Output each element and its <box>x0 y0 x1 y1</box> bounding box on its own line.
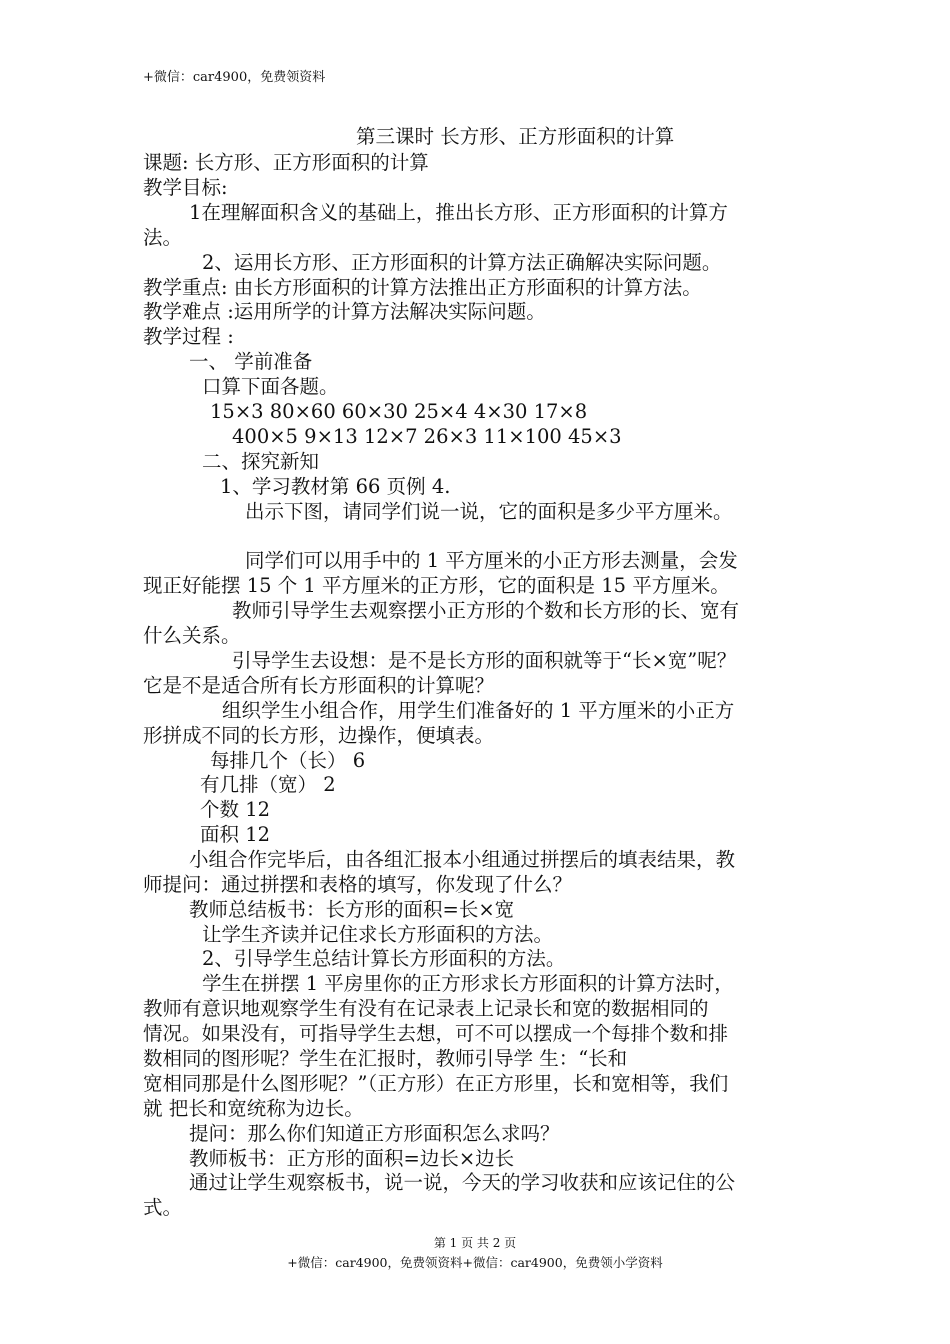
doc-line: 让学生齐读并记住求长方形面积的方法。 <box>202 923 554 946</box>
doc-line: 教学过程 : <box>143 325 234 348</box>
table-row: 面积 12 <box>200 823 271 846</box>
doc-line: 教师总结板书：长方形的面积=长×宽 <box>189 898 515 921</box>
lesson-title: 第三课时 长方形、正方形面积的计算 <box>356 125 675 148</box>
doc-line: 通过让学生观察板书，说一说，今天的学习收获和应该记住的公 <box>189 1171 736 1194</box>
doc-line: 1在理解面积含义的基础上，推出长方形、正方形面积的计算方 <box>189 201 728 224</box>
page-header: +微信：car4900，免费领资料 <box>143 70 326 85</box>
doc-line: 1、学习教材第 66 页例 4. <box>220 475 451 498</box>
doc-line: 教学目标: <box>143 176 228 199</box>
doc-line: 口算下面各题。 <box>202 375 339 398</box>
doc-line: 式。 <box>143 1196 183 1219</box>
doc-line: 什么关系。 <box>143 624 241 647</box>
doc-line: 2、运用长方形、正方形面积的计算方法正确解决实际问题。 <box>202 251 722 274</box>
doc-line: 小组合作完毕后，由各组汇报本小组通过拼摆后的填表结果，教 <box>189 848 736 871</box>
doc-line: 教师板书：正方形的面积=边长×边长 <box>189 1147 515 1170</box>
table-row: 有几排（宽） 2 <box>200 773 336 796</box>
doc-line: 教学难点 :运用所学的计算方法解决实际问题。 <box>143 300 546 323</box>
doc-line: 学生在拼摆 1 平房里你的正方形求长方形面积的计算方法时， <box>202 972 734 995</box>
table-row: 每排几个（长） 6 <box>210 749 366 772</box>
doc-line: 数相同的图形呢？学生在汇报时，教师引导学 生：“长和 <box>143 1047 628 1070</box>
doc-line: 法。 <box>143 226 183 249</box>
doc-line: 就 把长和宽统称为边长。 <box>143 1097 364 1120</box>
doc-line: 形拼成不同的长方形，边操作，便填表。 <box>143 724 495 747</box>
doc-line: 情况。如果没有，可指导学生去想，可不可以摆成一个每排个数和排 <box>143 1022 729 1045</box>
doc-line: 教学重点: 由长方形面积的计算方法推出正方形面积的计算方法。 <box>143 276 702 299</box>
doc-line: 组织学生小组合作，用学生们准备好的 1 平方厘米的小正方 <box>222 699 735 722</box>
doc-line: 引导学生去设想：是不是长方形的面积就等于“长×宽”呢？ <box>232 649 737 672</box>
doc-line: 一、 学前准备 <box>189 350 313 373</box>
doc-line: 它是不是适合所有长方形面积的计算呢？ <box>143 674 495 697</box>
doc-line: 师提问：通过拼摆和表格的填写，你发现了什么？ <box>143 873 573 896</box>
doc-line: 2、引导学生总结计算长方形面积的方法。 <box>202 947 566 970</box>
doc-line: 15×3 80×60 60×30 25×4 4×30 17×8 <box>210 400 588 423</box>
doc-line: 提问：那么你们知道正方形面积怎么求吗？ <box>189 1122 560 1145</box>
doc-line: 同学们可以用手中的 1 平方厘米的小正方形去测量，会发 <box>245 549 738 572</box>
doc-line: 教师引导学生去观察摆小正方形的个数和长方形的长、宽有 <box>232 599 740 622</box>
doc-line: 现正好能摆 15 个 1 平方厘米的正方形，它的面积是 15 平方厘米。 <box>143 574 730 597</box>
doc-line: 二、探究新知 <box>202 450 320 473</box>
doc-line: 宽相同那是什么图形呢？”（正方形）在正方形里，长和宽相等，我们 <box>143 1072 729 1095</box>
doc-line: 400×5 9×13 12×7 26×3 11×100 45×3 <box>232 425 622 448</box>
page-number: 第 1 页 共 2 页 <box>433 1236 517 1250</box>
doc-line: 出示下图，请同学们说一说，它的面积是多少平方厘米。 <box>245 500 733 523</box>
doc-line: 课题: 长方形、正方形面积的计算 <box>143 151 429 174</box>
page-footer: +微信：car4900，免费领资料+微信：car4900，免费领小学资料 <box>287 1255 663 1270</box>
doc-line: 教师有意识地观察学生有没有在记录表上记录长和宽的数据相同的 <box>143 997 709 1020</box>
table-row: 个数 12 <box>200 798 271 821</box>
